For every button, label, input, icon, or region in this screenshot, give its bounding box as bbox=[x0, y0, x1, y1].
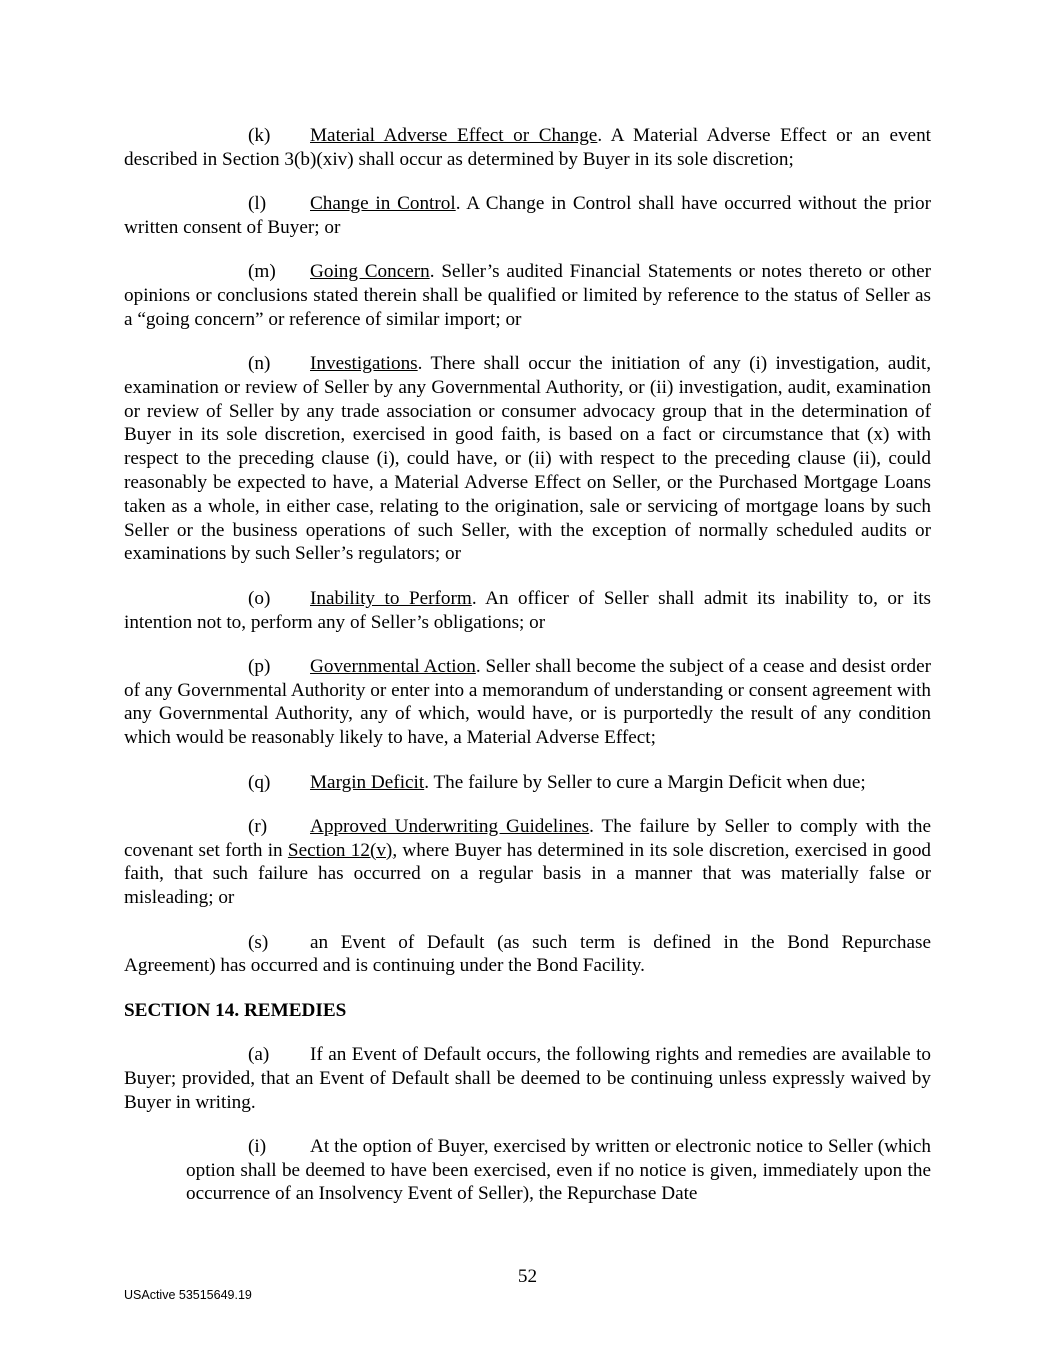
clause-label: (a) bbox=[248, 1043, 270, 1065]
clause-label: (l) bbox=[248, 193, 267, 215]
clause-text: . The failure by Seller to cure a Margin Deficit when due; bbox=[424, 771, 866, 793]
section-reference: Section 12(v) bbox=[287, 839, 393, 861]
clause-caption: Change in Control bbox=[310, 193, 456, 215]
clause-caption: Going Concern bbox=[310, 261, 430, 283]
clause-label: (r) bbox=[248, 815, 268, 837]
clause-text: If an Event of Default occurs, the following rights and remedies are available to Buyer; provided, that an Event of Default shall be deemed to be continuing unless expressly waived by Buyer in writing. bbox=[124, 1043, 931, 1113]
remedy-a bbox=[124, 1043, 931, 1114]
clause-text: . Seller’s audited Financial Statements or notes thereto or other opinions or conclusions stated therein shall be qualified or limited by reference to the status of Seller as a “going concern” or reference of similar import; or bbox=[124, 261, 931, 330]
clause-label: (i) bbox=[248, 1135, 267, 1157]
clause-q bbox=[124, 771, 931, 795]
clause-text: . An officer of Seller shall admit its inability to, or its intention not to, perform any of Seller’s obligations; or bbox=[124, 587, 932, 633]
clause-label: (p) bbox=[248, 655, 271, 677]
clause-l bbox=[124, 192, 931, 240]
clause-o bbox=[124, 587, 931, 635]
clause-label: (s) bbox=[248, 931, 269, 953]
remedy-a-i bbox=[186, 1135, 931, 1206]
clause-s bbox=[124, 931, 931, 979]
clause-text: , where Buyer has determined in its sole discretion, exercised in good faith, that such failure has occurred on a regular basis in a manner that was materially false or misleading; or bbox=[124, 839, 932, 909]
clause-caption: Material Adverse Effect or Change bbox=[310, 125, 598, 146]
clause-caption: Margin Deficit bbox=[310, 771, 425, 793]
clause-caption: Investigations bbox=[310, 353, 418, 375]
clause-label: (o) bbox=[248, 587, 271, 609]
clause-label: (k) bbox=[248, 125, 271, 146]
clause-text: . Seller shall become the subject of a cease and desist order of any Governmental Authority or enter into a memorandum of understanding or consent agreement with any Governmental Authority, any of which, would have, or is purportedly the result of any condition which would be reasonably likely to have, a Material Adverse Effect; bbox=[124, 655, 932, 749]
clause-label: (m) bbox=[248, 261, 276, 283]
section-heading: SECTION 14. REMEDIES bbox=[124, 999, 347, 1021]
clause-label: (q) bbox=[248, 771, 271, 793]
clause-text: . The failure by Seller to comply with the covenant set forth in bbox=[124, 815, 931, 861]
page-number: 52 bbox=[517, 1266, 538, 1287]
clause-m bbox=[124, 260, 931, 331]
document-id: USActive 53515649.19 bbox=[124, 1288, 252, 1302]
clause-caption: Inability to Perform bbox=[310, 587, 472, 609]
clause-r bbox=[124, 815, 931, 910]
clause-k bbox=[124, 124, 931, 172]
clause-text: At the option of Buyer, exercised by written or electronic notice to Seller (which option shall be deemed to have been exercised, even if no notice is given, immediately upon the occurrence of an Insolvency Event of Seller), the Repurchase Date bbox=[186, 1135, 931, 1205]
clause-text: . A Material Adverse Effect or an event described in Section 3(b)(xiv) shall occur as determined by Buyer in its sole discretion; bbox=[124, 125, 931, 170]
clause-text: an Event of Default (as such term is defined in the Bond Repurchase Agreement) has occurred and is continuing under the Bond Facility. bbox=[124, 931, 931, 977]
clause-label: (n) bbox=[248, 353, 271, 375]
clause-caption: Approved Underwriting Guidelines bbox=[310, 815, 590, 837]
clause-text: . There shall occur the initiation of any (i) investigation, audit, examination or review of Seller by any Governmental Authority, or (ii) investigation, audit, examination or review of Seller by any trade association or consumer advocacy group that in the determination of Buyer in its sole discretion, exercised in good faith, is based on a fact or circumstance that (x) with respect to the preceding clause (i), could have, or (ii) with respect to the preceding clause (ii), could reasonably be expected to have, a Material Adverse Effect on Seller, or the Purchased Mortgage Loans taken as a whole, in either case, relating to the origination, sale or servicing of mortgage loans by such Seller or the business operations of such Seller, with the exception of normally scheduled audits or examinations by such Seller’s regulators; or bbox=[124, 353, 931, 565]
clause-caption: Governmental Action bbox=[310, 655, 476, 677]
clause-p bbox=[124, 655, 931, 750]
clause-n bbox=[124, 352, 931, 566]
document-page bbox=[124, 124, 931, 1227]
clause-text: . A Change in Control shall have occurred without the prior written consent of Buyer; or bbox=[124, 193, 931, 238]
